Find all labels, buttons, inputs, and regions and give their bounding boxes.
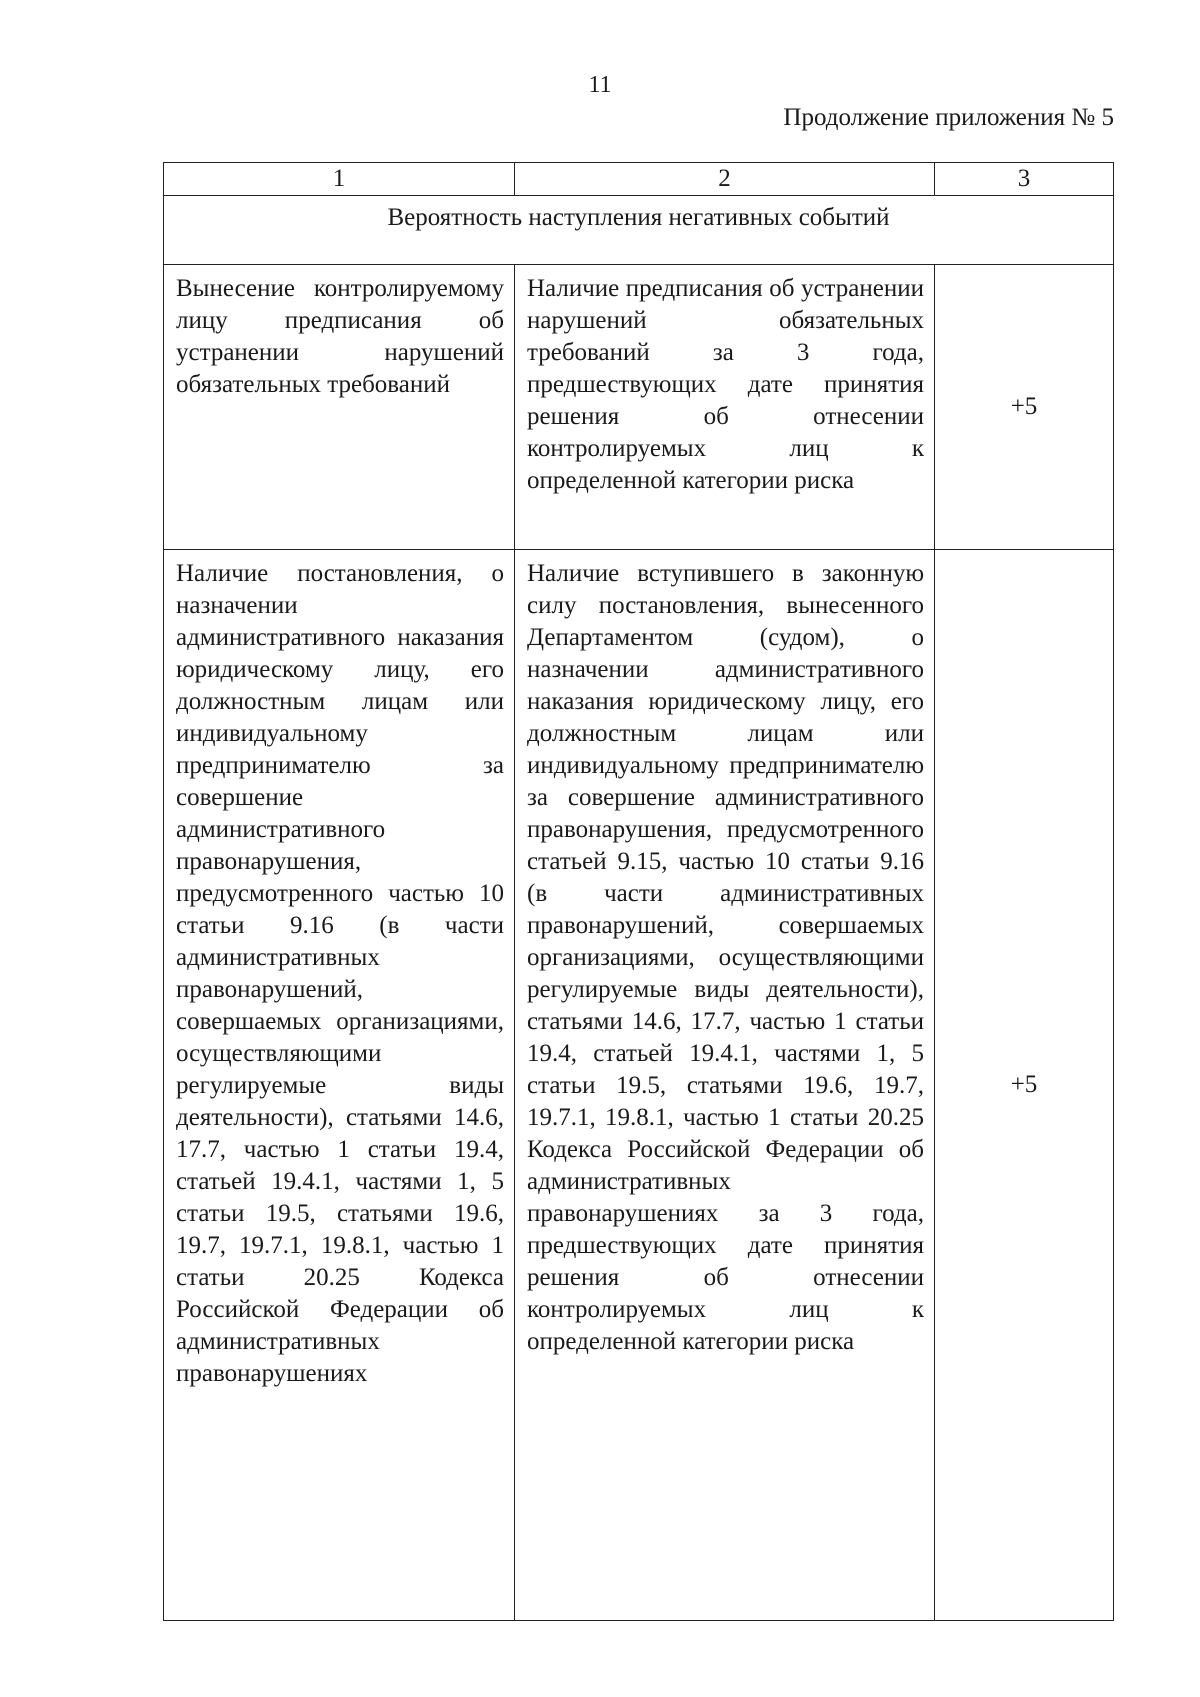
score-cell: +5 — [935, 550, 1114, 1621]
condition-text: Наличие предписания об устранении нарушений обязательных требований за 3 года, предшествующих дате принятия решения об отнесении контролируемых лиц к определенной категории риска — [527, 275, 924, 494]
risk-criteria-table — [163, 162, 1114, 1621]
appendix-continuation-label: Продолжение приложения № 5 — [783, 104, 1114, 131]
criterion-text: Вынесение контролируемому лицу предписания об устранении нарушений обязательных требований — [176, 275, 504, 398]
table-row — [164, 550, 1114, 1621]
condition-cell — [515, 550, 935, 1621]
column-number-row — [164, 163, 1114, 196]
condition-cell — [515, 265, 935, 550]
column-number-2: 2 — [515, 163, 935, 196]
column-number-3: 3 — [935, 163, 1114, 196]
section-title: Вероятность наступления негативных событий — [164, 196, 1114, 265]
criterion-text: Наличие постановления, о назначении административного наказания юридическому лицу, его должностным лицам или индивидуальному предпринимателю за совершение административного правонарушения, предусмотренного частью 10 статьи 9.16 (в части административных правонарушений, совершаемых организациями, осуществляющими регулируемые виды деятельности), статьями 14.6, 17.7, частью 1 статьи 19.4, статьей 19.4.1, частями 1, 5 статьи 19.5, статьями 19.6, 19.7, 19.7.1, 19.8.1, частью 1 статьи 20.25 Кодекса Российской Федерации об административных правонарушениях — [176, 560, 504, 1387]
table-row — [164, 265, 1114, 550]
section-row — [164, 196, 1114, 265]
column-number-1: 1 — [164, 163, 515, 196]
score-cell: +5 — [935, 265, 1114, 550]
criterion-cell — [164, 550, 515, 1621]
page-number: 11 — [588, 72, 612, 98]
condition-text: Наличие вступившего в законную силу постановления, вынесенного Департаментом (судом), о назначении административного наказания юридическому лицу, его должностным лицам или индивидуальному предпринимателю за совершение административного правонарушения, предусмотренного статьей 9.15, частью 10 статьи 9.16 (в части административных правонарушений, совершаемых организациями, осуществляющими регулируемые виды деятельности), статьями 14.6, 17.7, частью 1 статьи 19.4, статьей 19.4.1, частями 1, 5 статьи 19.5, статьями 19.6, 19.7, 19.7.1, 19.8.1, частью 1 статьи 20.25 Кодекса Российской Федерации об административных правонарушениях за 3 года, предшествующих дате принятия решения об отнесении контролируемых лиц к определенной категории риска — [527, 560, 924, 1355]
criterion-cell — [164, 265, 515, 550]
